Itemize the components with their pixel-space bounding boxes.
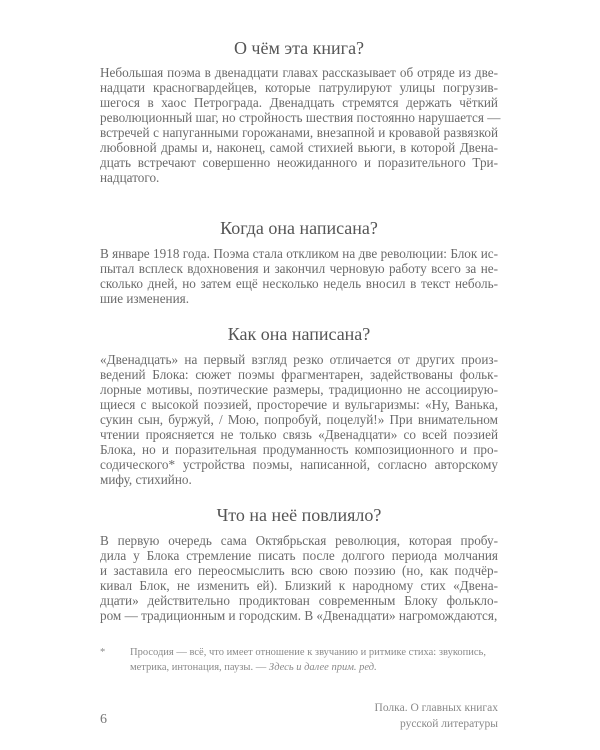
text-line: мифу, стихийно. [100, 472, 192, 487]
section-heading-4: Что на неё повлияло? [216, 505, 382, 525]
text-line: дила у Блока стремление писать после долгого периода молчания [100, 548, 498, 563]
text-line: Небольшая поэма в двенадцати главах рассказывает об отряде из две- [100, 65, 498, 80]
text-line: кивал Блок, не изменить ей). Близкий к народному стих «Двена- [100, 578, 498, 593]
text-line: В первую очередь сама Октябрьская революция, которая пробу- [100, 533, 498, 548]
paragraph-4 [100, 533, 498, 623]
text-line: революционный шаг, но стройность шествия постоянно нарушается — [100, 110, 501, 125]
text-line: надцати красногвардейцев, которые патрулируют улицы погрузив- [100, 80, 498, 95]
text-line: сколько дней, но затем ещё несколько недель вносил в текст неболь- [100, 276, 498, 291]
text-line: содического* устройства поэмы, написанной, согласно авторскому [100, 457, 498, 472]
footnote-marker: * [100, 647, 106, 658]
footnote-line-1: Просодия — всё, что имеет отношение к звучанию и ритмике стиха: звукопись, [130, 647, 486, 658]
footnote-line-2 [130, 660, 498, 675]
footnote-editor-note: Здесь и далее прим. ред. [268, 662, 377, 673]
text-line: шие изменения. [100, 291, 190, 306]
text-line: дцать встречают совершенно неожиданного и поразительного Три- [100, 155, 498, 170]
text-line: В январе 1918 года. Поэма стала откликом на две революции: Блок ис- [100, 246, 498, 261]
paragraph-1 [100, 65, 501, 185]
text-line: пытал всплеск вдохновения и закончил черновую работу всего за не- [100, 261, 498, 276]
section-heading-1: О чём эта книга? [233, 38, 365, 58]
text-line: ведений Блока: сюжет поэмы фрагментарен, задействованы фольк- [100, 367, 498, 382]
text-line: Блока, но и поразительная продуманность композиционного и про- [100, 442, 498, 457]
paragraph-2 [100, 246, 498, 306]
text-line: щиеся с высокой поэзией, просторечие и вульгаризмы: «Ну, Ванька, [100, 397, 498, 412]
text-line: «Двенадцать» на первый взгляд резко отличается от других произ- [100, 352, 498, 367]
text-line: ром — традиционным и городским. В «Двенадцати» нагромождаются, [100, 608, 498, 623]
text-line: шегося в хаос Петрограда. Двенадцать стремятся держать чёткий [100, 95, 498, 110]
section-heading-2: Когда она написана? [220, 218, 378, 238]
section-heading-3: Как она написана? [227, 324, 371, 344]
running-title-line-2: русской литературы [399, 718, 498, 730]
text-line: дцати» действительно продиктован современным Блоку фолькло- [100, 593, 498, 608]
text-line: любовной драмы и, наконец, самой стихией вьюги, в которой Двена- [100, 140, 498, 155]
text-line: и заставила его переосмыслить всю свою поэзию (но, как подчёр- [100, 563, 498, 578]
text-line: чтении проясняется не только связь «Двенадцати» со всей поэзией [100, 427, 498, 442]
running-title [375, 700, 498, 732]
text-line: надцатого. [100, 170, 160, 185]
footnote [100, 645, 498, 675]
footnote-text-2: метрика, интонация, паузы. — [130, 662, 269, 673]
text-line: встречей с напуганными горожанами, внезапной и кровавой развязкой [100, 125, 498, 140]
running-title-line-1: Полка. О главных книгах [374, 702, 498, 714]
page-number: 6 [100, 712, 107, 727]
text-line: лорные мотивы, поэтические размеры, традиционно не ассоциирую- [100, 382, 498, 397]
text-line: сукин сын, буржуй, / Мою, попробуй, поцелуй!» При внимательном [100, 412, 498, 427]
paragraph-3 [100, 352, 498, 487]
